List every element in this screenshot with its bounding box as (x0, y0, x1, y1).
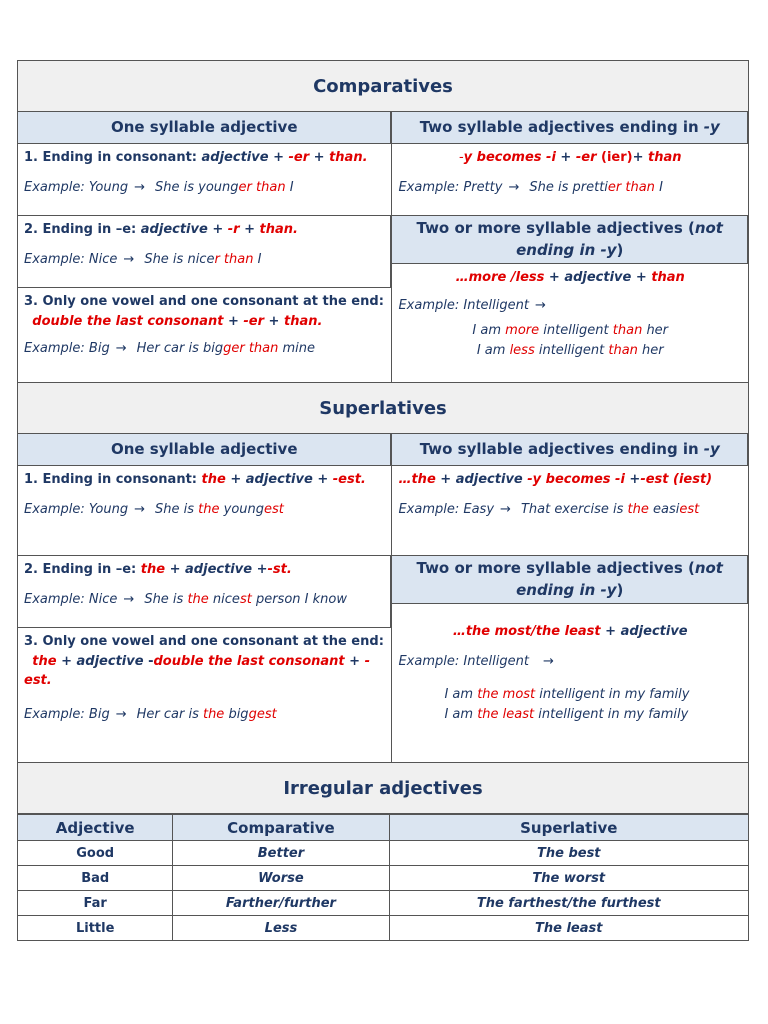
example-text: intelligent in my family (534, 706, 689, 722)
comparatives-rule-1 (18, 144, 391, 216)
arrow-icon: → (115, 341, 127, 356)
example-line (398, 685, 742, 705)
header-emphasis: not (694, 558, 723, 577)
rule-number: 2. Ending in –e: (24, 562, 141, 577)
table-row (18, 841, 749, 866)
example-text: That exercise is (520, 501, 628, 517)
example-highlight: than (608, 342, 638, 358)
rule-suffix: -er (243, 313, 265, 329)
example-text: big (224, 706, 249, 722)
example-highlight: more (505, 323, 540, 338)
table-row (18, 866, 749, 891)
rule-term: adjective (564, 270, 632, 285)
example-line (24, 250, 384, 270)
comparatives-more-rule (392, 264, 748, 382)
comparative-cell: Worse (173, 866, 389, 891)
header-label: Two syllable adjectives ending in (419, 440, 699, 459)
example-text: She is (155, 501, 199, 517)
rule-plus: + (165, 562, 186, 577)
example-highlight: the (198, 501, 220, 517)
arrow-icon: → (123, 251, 135, 267)
rule-suffix: -est. (24, 653, 371, 688)
rule-plus: + (624, 472, 641, 487)
example-label: Example: Pretty (398, 179, 503, 195)
table-row (18, 891, 749, 916)
example-highlight: than (612, 323, 643, 338)
rule-term: + adjective (435, 472, 528, 487)
example-text: I am (444, 706, 478, 722)
comparatives-title: Comparatives (17, 60, 749, 112)
rule-than: than. (259, 222, 298, 237)
rule-suffix: -st. (267, 562, 292, 577)
example-highlight: the (627, 501, 649, 517)
adjective-cell: Good (18, 841, 173, 866)
rule-term: double the last consonant (32, 313, 224, 329)
example-label: Example: Young (24, 179, 129, 195)
rule-plus: + (344, 653, 365, 669)
rule-the: the (140, 562, 166, 577)
rule-plus: - (143, 653, 154, 669)
example-line (398, 341, 742, 361)
example-line (24, 500, 385, 520)
example-line (24, 590, 384, 610)
example-text: I (253, 251, 262, 267)
example-text: She is young (155, 179, 239, 195)
rule-plus: + (309, 150, 330, 165)
example-text: nice (208, 591, 240, 607)
arrow-icon: → (500, 501, 511, 517)
rule-number: 1. Ending in consonant: (24, 150, 202, 165)
example-text: easi (648, 501, 680, 517)
rule-plus: + (544, 270, 565, 285)
rule-text: 3. Only one vowel and one consonant at the end: (24, 294, 384, 309)
rule-term: …the most/the least (452, 624, 601, 639)
rule-term: y becomes -i (463, 150, 556, 165)
rule-term: …more /less (455, 270, 545, 285)
rule-number: 2. Ending in –e: (24, 222, 141, 237)
rule-text: - (458, 150, 464, 165)
example-text: I (654, 179, 663, 195)
example-highlight: er than (238, 179, 286, 195)
header-suffix: -y (703, 118, 720, 137)
example-label: Example: Easy (398, 501, 495, 517)
arrow-icon: → (508, 179, 520, 195)
superlatives-title: Superlatives (17, 382, 749, 434)
rule-suffix: -est. (332, 472, 366, 487)
header-emphasis: not (694, 218, 723, 237)
column-header-comparative: Comparative (173, 815, 389, 841)
rule-plus: + (631, 270, 652, 285)
header-label: Two syllable adjectives ending in (419, 118, 699, 137)
example-line (398, 296, 742, 316)
rule-plus: + (252, 562, 268, 577)
rule-plus: + (225, 472, 246, 487)
comparatives-two-syllable-header (392, 112, 748, 144)
example-line (398, 321, 742, 341)
example-text: I am (472, 323, 506, 338)
superlatives-two-syllable-header (392, 434, 748, 466)
rule-than: than (648, 150, 682, 165)
rule-plus: + (268, 150, 289, 165)
superlatives-left-column (18, 434, 392, 762)
rule-plus: + (56, 653, 77, 669)
superlative-cell: The worst (389, 866, 748, 891)
rule-the: the (201, 472, 226, 487)
example-line (24, 339, 385, 359)
irregular-title: Irregular adjectives (17, 762, 749, 814)
comparatives-rule-2 (18, 216, 391, 288)
example-highlight: the least (477, 706, 535, 722)
rule-note: (ier) (596, 150, 633, 165)
rule-term: adjective (185, 562, 253, 577)
example-highlight: ger than (223, 341, 279, 356)
example-label: Example: Young (24, 501, 129, 517)
example-line (398, 705, 742, 725)
superlatives-rule-2 (18, 556, 391, 628)
superlatives-rule-1 (18, 466, 391, 556)
example-highlight: est (679, 501, 700, 517)
superlative-cell: The least (389, 916, 748, 941)
adjective-cell: Little (18, 916, 173, 941)
grammar-sheet (17, 60, 749, 941)
example-label: Example: Nice (24, 251, 118, 267)
rule-term: -y becomes -i (527, 472, 625, 487)
example-label: Example: Intelligent (398, 297, 529, 313)
rule-suffix: -er (575, 150, 597, 165)
example-highlight: gest (248, 706, 277, 722)
rule-number: 1. Ending in consonant: (24, 472, 202, 487)
comparatives-y-rule (392, 144, 748, 216)
arrow-icon: → (534, 297, 546, 313)
example-text: Her car is big (136, 341, 224, 356)
example-highlight: the (187, 591, 209, 607)
example-text: person I know (251, 591, 347, 607)
rule-suffix: -er (288, 150, 310, 165)
example-highlight: the most (477, 687, 536, 702)
example-highlight: st (239, 591, 252, 607)
rule-term: adjective (140, 222, 208, 237)
superlative-cell: The farthest/the furthest (389, 891, 748, 916)
header-label: ) (616, 580, 624, 599)
rule-suffix: -est (iest) (640, 472, 713, 487)
example-text: I (285, 179, 294, 195)
comparative-cell: Less (173, 916, 389, 941)
header-label: Two or more syllable adjectives ( (416, 558, 695, 577)
arrow-icon: → (134, 501, 146, 517)
comparative-cell: Farther/further (173, 891, 389, 916)
rule-term: adjective (245, 472, 313, 487)
comparatives-rule-3 (18, 288, 391, 382)
rule-plus: + (600, 624, 621, 639)
irregular-header-row (18, 815, 749, 841)
example-text: Her car is (136, 706, 203, 722)
arrow-icon: → (134, 179, 146, 195)
adjective-cell: Bad (18, 866, 173, 891)
irregular-table (17, 814, 749, 941)
example-text: She is pretti (529, 179, 608, 195)
example-text: her (637, 342, 664, 358)
example-label: Example: Intelligent (398, 653, 529, 669)
superlatives-right-column (392, 434, 748, 762)
comparative-cell: Better (173, 841, 389, 866)
example-line (398, 178, 742, 198)
comparatives-right-column (392, 112, 748, 382)
rule-term: adjective (201, 150, 269, 165)
example-text: intelligent (534, 342, 609, 358)
superlatives-one-syllable-header (18, 434, 391, 466)
example-text: intelligent in my family (535, 687, 690, 702)
rule-than: than. (329, 150, 368, 165)
rule-plus: + (207, 222, 228, 237)
comparatives-one-syllable-header (18, 112, 391, 144)
header-emphasis: ending in -y (516, 240, 617, 259)
example-label: Example: Big (24, 341, 110, 356)
example-text: She is nice (144, 251, 215, 267)
example-line (398, 500, 742, 520)
comparatives-more-syllable-header (392, 216, 748, 264)
column-header-adjective: Adjective (18, 815, 173, 841)
example-highlight: er than (607, 179, 655, 195)
rule-the: …the (398, 472, 436, 487)
example-highlight: r than (214, 251, 254, 267)
rule-plus: + (223, 313, 244, 329)
example-text: mine (278, 341, 316, 356)
rule-plus: + (555, 150, 576, 165)
superlative-cell: The best (389, 841, 748, 866)
arrow-icon: → (542, 653, 554, 669)
example-highlight: est (264, 501, 284, 517)
example-line (24, 178, 385, 198)
rule-than: than. (283, 313, 323, 329)
header-label: ) (616, 240, 624, 259)
superlatives-rule-3 (18, 628, 391, 762)
rule-the: the (32, 653, 57, 669)
example-label: Example: Nice (24, 591, 118, 607)
rule-plus: + (312, 472, 333, 487)
rule-term: double the last consonant (153, 653, 345, 669)
example-text: She is (144, 591, 188, 607)
comparatives-left-column (18, 112, 392, 382)
superlatives-y-rule (392, 466, 748, 556)
rule-plus: + (632, 150, 648, 165)
example-label: Example: Big (24, 706, 110, 722)
rule-text: 3. Only one vowel and one consonant at the end: (24, 634, 384, 649)
arrow-icon: → (115, 706, 127, 722)
superlatives-more-syllable-header (392, 556, 748, 604)
rule-term: adjective (620, 624, 688, 639)
example-highlight: the (202, 706, 225, 722)
rule-plus: + (239, 222, 260, 237)
superlatives-most-rule (392, 604, 748, 762)
example-text: I am (444, 687, 478, 702)
rule-than: than (651, 270, 685, 285)
header-suffix: -y (703, 440, 720, 459)
header-label: One syllable adjective (110, 440, 298, 459)
example-highlight: less (509, 342, 535, 358)
example-text: young (219, 501, 265, 517)
example-text: I am (476, 342, 510, 358)
rule-plus: + (264, 313, 284, 329)
example-text: intelligent (539, 323, 613, 338)
rule-term: adjective (76, 653, 144, 669)
example-line (24, 705, 385, 725)
rule-suffix: -r (227, 222, 240, 237)
table-row (18, 916, 749, 941)
header-label: One syllable adjective (110, 118, 298, 137)
example-text: her (642, 323, 669, 338)
adjective-cell: Far (18, 891, 173, 916)
header-label: Two or more syllable adjectives ( (416, 218, 695, 237)
example-line (398, 652, 742, 672)
arrow-icon: → (123, 591, 135, 607)
column-header-superlative: Superlative (389, 815, 748, 841)
header-emphasis: ending in -y (516, 580, 617, 599)
